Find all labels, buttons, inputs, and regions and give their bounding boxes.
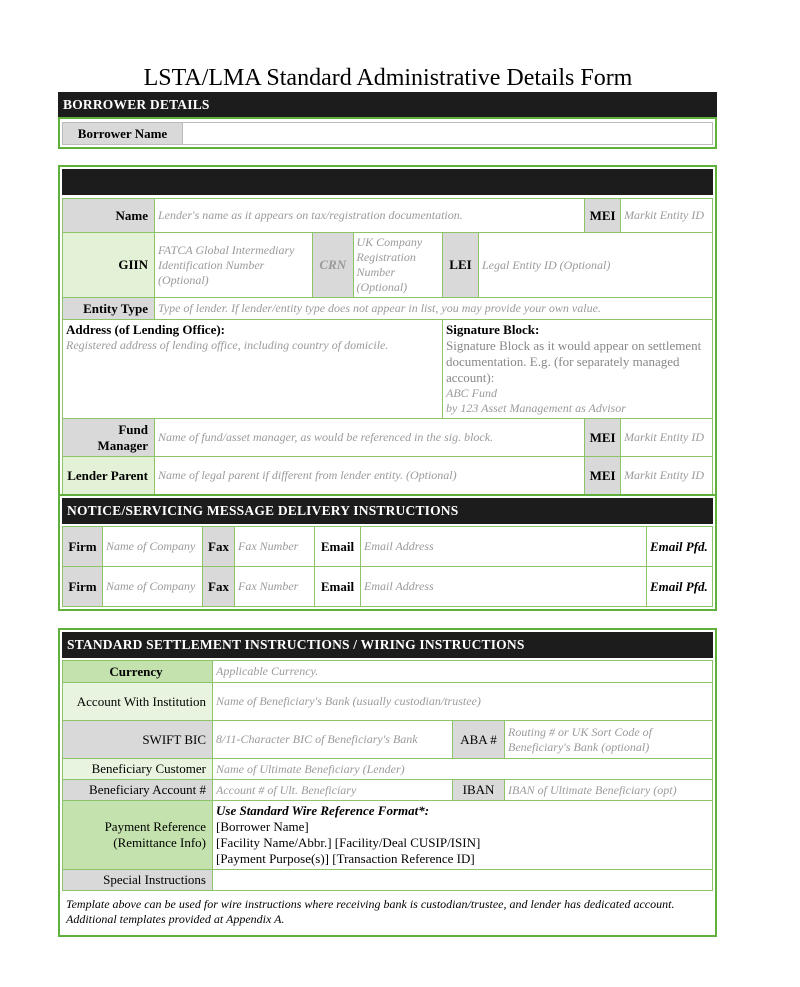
- parent-mei-label: MEI: [585, 457, 621, 495]
- lei-field[interactable]: Legal Entity ID (Optional): [479, 233, 713, 298]
- email-label: Email: [315, 527, 361, 567]
- notice-header-frame: [58, 494, 717, 524]
- settlement-header: STANDARD SETTLEMENT INSTRUCTIONS / WIRING INSTRUCTIONS: [62, 632, 713, 658]
- payment-ref-line-1: [Borrower Name]: [216, 819, 309, 834]
- payment-ref-field[interactable]: [213, 801, 713, 870]
- fund-manager-field[interactable]: Name of fund/asset manager, as would be referenced in the sig. block.: [155, 419, 585, 457]
- address-label: Address (of Lending Office):: [66, 322, 226, 337]
- address-cell[interactable]: [63, 320, 443, 419]
- settlement-box: [58, 658, 717, 937]
- lender-section: [58, 165, 717, 499]
- borrower-header: BORROWER DETAILS: [58, 92, 717, 117]
- lei-label: LEI: [443, 233, 479, 298]
- beneficiary-customer-label: Beneficiary Customer: [63, 759, 213, 780]
- signature-desc: Signature Block as it would appear on settlement documentation. E.g. (for separately managed account):: [446, 338, 702, 385]
- swift-field[interactable]: 8/11-Character BIC of Beneficiary's Bank: [213, 721, 453, 759]
- payment-ref-heading: Use Standard Wire Reference Format*:: [216, 803, 430, 818]
- email-pfd-checkbox[interactable]: Email Pfd.: [647, 527, 713, 567]
- notice-row: [63, 527, 713, 567]
- email-label: Email: [315, 567, 361, 607]
- notice-section: [58, 494, 717, 611]
- account-with-label: Account With Institution: [63, 683, 213, 721]
- special-instructions-field[interactable]: [213, 870, 713, 891]
- page-title: LSTA/LMA Standard Administrative Details Form: [143, 65, 633, 91]
- currency-label: Currency: [63, 661, 213, 683]
- fax-label: Fax: [203, 527, 235, 567]
- fax-field[interactable]: Fax Number: [235, 527, 315, 567]
- address-placeholder: Registered address of lending office, including country of domicile.: [66, 338, 389, 352]
- email-field[interactable]: Email Address: [361, 567, 647, 607]
- fax-field[interactable]: Fax Number: [235, 567, 315, 607]
- settlement-footnote: [62, 891, 713, 933]
- iban-field[interactable]: IBAN of Ultimate Beneficiary (opt): [505, 780, 713, 801]
- swift-label: SWIFT BIC: [63, 721, 213, 759]
- lender-name-label: Name: [63, 199, 155, 233]
- signature-cell[interactable]: [443, 320, 713, 419]
- email-pfd-checkbox[interactable]: Email Pfd.: [647, 567, 713, 607]
- signature-example-1: ABC Fund: [446, 386, 497, 400]
- giin-field[interactable]: FATCA Global Intermediary Identification Number (Optional): [155, 233, 313, 298]
- payment-ref-label-1: Payment Reference: [104, 819, 206, 834]
- payment-ref-label-2: (Remittance Info): [113, 835, 206, 850]
- lender-parent-label: Lender Parent: [63, 457, 155, 495]
- firm-field[interactable]: Name of Company: [103, 527, 203, 567]
- firm-field[interactable]: Name of Company: [103, 567, 203, 607]
- settlement-header-frame: [58, 628, 717, 658]
- settlement-section: [58, 628, 717, 937]
- borrower-box: [58, 117, 717, 149]
- fax-label: Fax: [203, 567, 235, 607]
- beneficiary-account-field[interactable]: Account # of Ult. Beneficiary: [213, 780, 453, 801]
- crn-label: CRN: [313, 233, 353, 297]
- parent-mei-field[interactable]: Markit Entity ID: [621, 457, 713, 495]
- iban-label: IBAN: [453, 780, 505, 801]
- footnote-line-1: Template above can be used for wire instructions where receiving bank is custodian/trustee, and lender has dedicated account.: [66, 897, 675, 911]
- fund-mei-field[interactable]: Markit Entity ID: [621, 419, 713, 457]
- notice-row: [63, 567, 713, 607]
- aba-label: ABA #: [453, 721, 505, 759]
- notice-header: NOTICE/SERVICING MESSAGE DELIVERY INSTRUCTIONS: [62, 498, 713, 524]
- lender-mei-label: MEI: [585, 199, 621, 233]
- lender-name-field[interactable]: Lender's name as it appears on tax/registration documentation.: [155, 199, 585, 233]
- signature-example-2: by 123 Asset Management as Advisor: [446, 401, 626, 415]
- payment-ref-line-3: [Payment Purpose(s)] [Transaction Reference ID]: [216, 851, 475, 866]
- giin-label: GIIN: [63, 233, 155, 298]
- currency-field[interactable]: Applicable Currency.: [213, 661, 713, 683]
- special-instructions-label: Special Instructions: [63, 870, 213, 891]
- email-field[interactable]: Email Address: [361, 527, 647, 567]
- beneficiary-account-label: Beneficiary Account #: [63, 780, 213, 801]
- payment-ref-line-2: [Facility Name/Abbr.] [Facility/Deal CUSIP/ISIN]: [216, 835, 481, 850]
- fund-mei-label: MEI: [585, 419, 621, 457]
- beneficiary-customer-field[interactable]: Name of Ultimate Beneficiary (Lender): [213, 759, 713, 780]
- entity-type-field[interactable]: Type of lender. If lender/entity type does not appear in list, you may provide your own value.: [155, 298, 713, 320]
- lender-parent-field[interactable]: Name of legal parent if different from lender entity. (Optional): [155, 457, 585, 495]
- notice-box: [58, 524, 717, 611]
- firm-label: Firm: [63, 567, 103, 607]
- lender-header-frame: [58, 165, 717, 195]
- footnote-line-2: Additional templates provided at Appendix A.: [66, 912, 285, 926]
- account-with-field[interactable]: Name of Beneficiary's Bank (usually custodian/trustee): [213, 683, 713, 721]
- lender-box: [58, 195, 717, 499]
- firm-label: Firm: [63, 527, 103, 567]
- borrower-name-field[interactable]: [183, 123, 713, 145]
- crn-cell: [313, 233, 443, 298]
- lender-header: [62, 169, 713, 195]
- fund-manager-label: Fund Manager: [63, 419, 155, 457]
- borrower-name-label: Borrower Name: [63, 123, 183, 145]
- lender-mei-field[interactable]: Markit Entity ID: [621, 199, 713, 233]
- aba-field[interactable]: Routing # or UK Sort Code of Beneficiary's Bank (optional): [505, 721, 713, 759]
- signature-label: Signature Block:: [446, 322, 540, 337]
- payment-ref-label: [63, 801, 213, 870]
- entity-type-label: Entity Type: [63, 298, 155, 320]
- borrower-section: [58, 92, 717, 149]
- crn-field[interactable]: UK Company Registration Number (Optional): [356, 235, 423, 294]
